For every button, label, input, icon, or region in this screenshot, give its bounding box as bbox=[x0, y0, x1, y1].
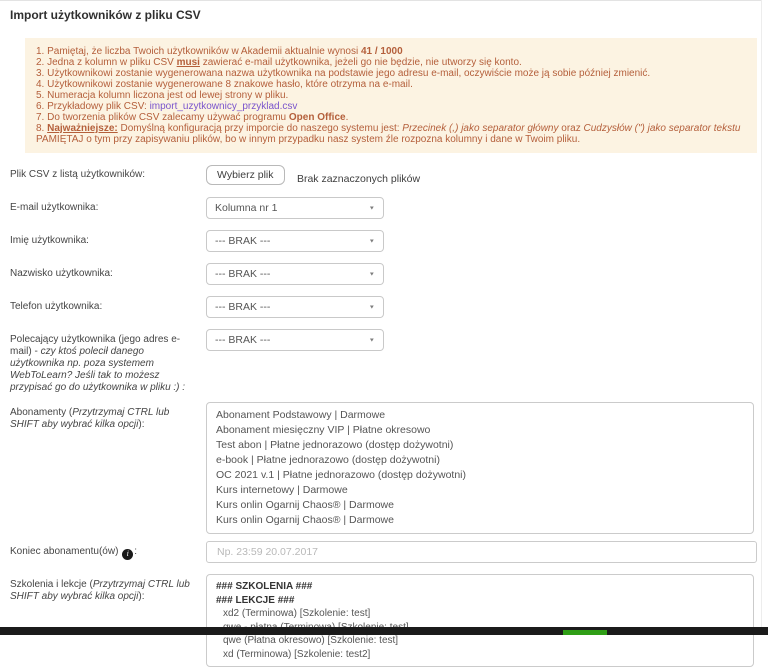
field-row-subscriptions bbox=[10, 402, 757, 534]
field-row-email bbox=[10, 197, 757, 219]
phone-label: Telefon użytkownika: bbox=[10, 301, 103, 312]
training-option[interactable]: ### SZKOLENIA ### bbox=[216, 581, 313, 592]
scrollbar-track[interactable] bbox=[761, 0, 768, 635]
email-column-select[interactable] bbox=[206, 197, 384, 219]
notice-line-3: 3. Użytkownikowi zostanie wygenerowana nazwa użytkownika na podstawie jego adresu e-mail, oczywiście może ją sobie później zmienić. bbox=[36, 68, 651, 79]
page-top-border bbox=[0, 0, 768, 1]
choose-file-button[interactable]: Wybierz plik bbox=[206, 165, 285, 185]
trainings-multiselect[interactable] bbox=[206, 574, 754, 667]
example-csv-link[interactable]: import_uzytkownicy_przyklad.csv bbox=[149, 101, 298, 112]
field-row-trainings bbox=[10, 574, 757, 667]
subscription-option[interactable]: OC 2021 v.1 | Płatne jednorazowo (dostęp dożywotni) bbox=[216, 469, 467, 481]
notice-line-8: 8. Najważniejsze: Domyślną konfiguracją przy imporcie do naszego systemu jest: Przecinek (,) jako separator główny oraz Cudzysłów (") jako separator tekstu PAMIĘTAJ o tym przy zapisywaniu plików, bo w innym przypadku nasz system źle rozpozna kolumny i dane w Twoim pliku. bbox=[36, 123, 741, 145]
subscription-end-label: Koniec abonamentu(ów) i : bbox=[10, 546, 137, 558]
subscription-option[interactable]: e-book | Płatne jednorazowo (dostęp dożywotni) bbox=[216, 454, 440, 466]
email-column-value: Kolumna nr 1 bbox=[215, 202, 278, 214]
subscription-option[interactable]: Kurs onlin Ogarnij Chaos® | Darmowe bbox=[216, 514, 394, 526]
last-name-column-value: --- BRAK --- bbox=[215, 268, 271, 280]
notice-line-7: 7. Do tworzenia plików CSV zalecamy używać programu Open Office. bbox=[36, 112, 349, 123]
csv-file-control bbox=[206, 165, 420, 185]
user-count: 41 / 1000 bbox=[360, 46, 403, 57]
field-row-last-name bbox=[10, 263, 757, 285]
csv-file-label: Plik CSV z listą użytkowników: bbox=[10, 169, 146, 180]
first-name-column-value: --- BRAK --- bbox=[215, 235, 271, 247]
subscription-option[interactable]: Abonament Podstawowy | Darmowe bbox=[216, 409, 386, 421]
field-row-subscription-end bbox=[10, 541, 757, 563]
open-office-name: Open Office bbox=[288, 112, 346, 123]
training-option[interactable]: ### LEKCJE ### bbox=[216, 594, 295, 606]
notice-line-5: 5. Numeracja kolumn liczona jest od lewej strony w pliku. bbox=[36, 90, 289, 101]
field-row-csv-file bbox=[10, 165, 757, 185]
file-status-text: Brak zaznaczonych plików bbox=[296, 173, 421, 185]
subscriptions-label: Abonamenty (Przytrzymaj CTRL lub SHIFT aby wybrać kilka opcji): bbox=[10, 407, 170, 430]
chevron-down-icon: ▼ bbox=[368, 271, 375, 277]
subscription-option[interactable]: Kurs internetowy | Darmowe bbox=[216, 484, 348, 496]
first-name-column-select[interactable] bbox=[206, 230, 384, 252]
chevron-down-icon: ▼ bbox=[368, 205, 375, 211]
chevron-down-icon: ▼ bbox=[368, 304, 375, 310]
notice-line-1: 1. Pamiętaj, że liczba Twoich użytkowników w Akademii aktualnie wynosi 41 / 1000 bbox=[36, 46, 403, 57]
subscription-option[interactable]: Kurs onlin Ogarnij Chaos® | Darmowe bbox=[216, 499, 394, 511]
chevron-down-icon: ▼ bbox=[368, 337, 375, 343]
phone-column-value: --- BRAK --- bbox=[215, 301, 271, 313]
last-name-label: Nazwisko użytkownika: bbox=[10, 268, 113, 279]
subscription-option[interactable]: Test abon | Płatne jednorazowo (dostęp dożywotni) bbox=[216, 439, 454, 451]
taskbar-green-indicator bbox=[563, 630, 607, 635]
referrer-column-select[interactable] bbox=[206, 329, 384, 351]
notice-line-2: 2. Jedna z kolumn w pliku CSV musi zawierać e-mail użytkownika, jeżeli go nie będzie, nie utworzy się konto. bbox=[36, 57, 522, 68]
training-option[interactable]: qwe (Płatna okresowo) [Szkolenie: test] bbox=[223, 635, 399, 646]
bottom-taskbar bbox=[0, 627, 768, 635]
phone-column-select[interactable] bbox=[206, 296, 384, 318]
referrer-column-value: --- BRAK --- bbox=[215, 334, 271, 346]
last-name-column-select[interactable] bbox=[206, 263, 384, 285]
subscription-end-input[interactable] bbox=[206, 541, 757, 563]
notice-line-4: 4. Użytkownikowi zostanie wygenerowane 8 znakowe hasło, które otrzyma na e-mail. bbox=[36, 79, 413, 90]
email-label: E-mail użytkownika: bbox=[10, 202, 99, 213]
field-row-first-name bbox=[10, 230, 757, 252]
training-option[interactable]: xd2 (Terminowa) [Szkolenie: test] bbox=[223, 608, 371, 619]
page-title: Import użytkowników z pliku CSV bbox=[10, 8, 201, 22]
subscription-option[interactable]: Abonament miesięczny VIP | Płatne okresowo bbox=[216, 424, 431, 436]
first-name-label: Imię użytkownika: bbox=[10, 235, 89, 246]
notice-box bbox=[25, 38, 757, 153]
field-row-referrer bbox=[10, 329, 757, 394]
chevron-down-icon: ▼ bbox=[368, 238, 375, 244]
info-icon[interactable]: i bbox=[122, 549, 133, 560]
field-row-phone bbox=[10, 296, 757, 318]
subscriptions-multiselect[interactable] bbox=[206, 402, 754, 534]
training-option[interactable]: xd (Terminowa) [Szkolenie: test2] bbox=[223, 648, 371, 660]
notice-line-6: 6. Przykładowy plik CSV: import_uzytkownicy_przyklad.csv bbox=[36, 101, 298, 112]
trainings-label: Szkolenia i lekcje (Przytrzymaj CTRL lub SHIFT aby wybrać kilka opcji): bbox=[10, 579, 190, 602]
referrer-label: Polecający użytkownika (jego adres e-mail) - czy ktoś polecił danego użytkownika np. poza systemem WebToLearn? Jeśli tak to możesz przypisać go do użytkownika w pliku :) : bbox=[10, 334, 186, 393]
